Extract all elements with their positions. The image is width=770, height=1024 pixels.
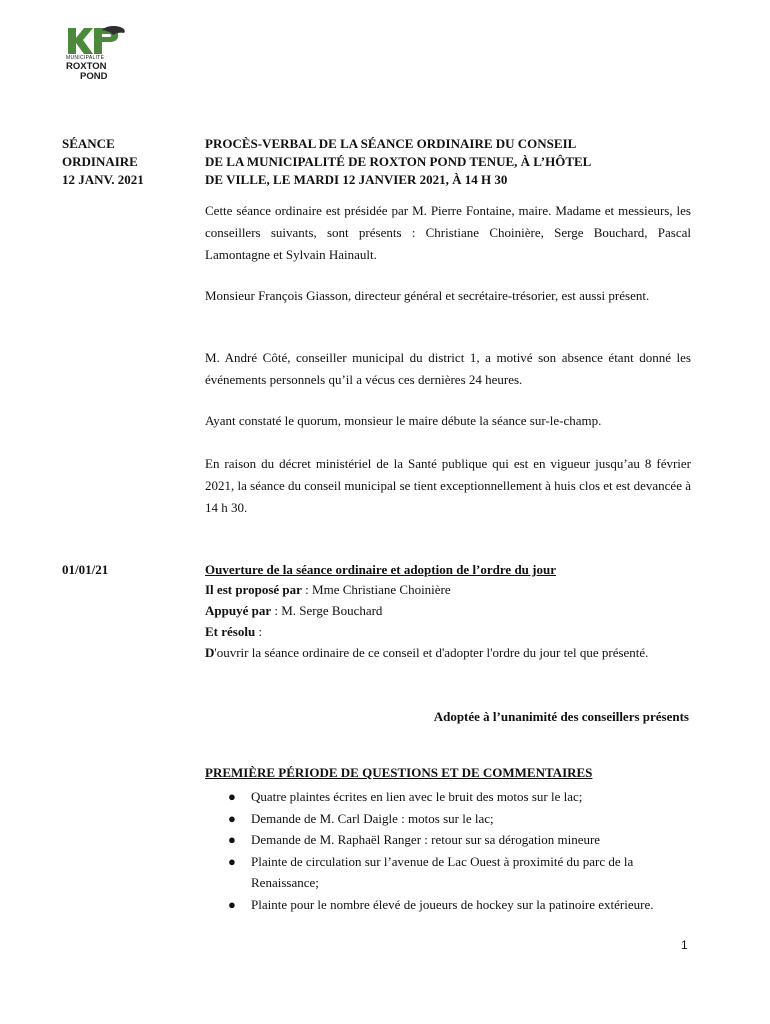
title-line2: DE LA MUNICIPALITÉ DE ROXTON POND TENUE, À L’HÔTEL: [205, 154, 592, 169]
session-type-line2: ORDINAIRE: [62, 154, 138, 169]
bullet-icon: ●: [228, 810, 236, 826]
resolution-body-first-letter: D: [205, 645, 215, 660]
logo-small-text: MUNICIPALITÉ: [66, 55, 105, 61]
list-item: [228, 894, 688, 916]
director-paragraph: Monsieur François Giasson, directeur général et secrétaire-trésorier, est aussi présent.: [205, 288, 650, 303]
questions-list: [228, 786, 688, 915]
rp-logo-icon: [66, 24, 128, 56]
resolution-body: [205, 642, 691, 664]
list-item: [228, 829, 688, 851]
bullet-icon: ●: [228, 896, 236, 912]
decree-paragraph: En raison du décret ministériel de la Santé publique qui est en vigueur jusqu’au 8 février 2021, la séance du conseil municipal se tient exceptionnellement à huis clos et est devancée à 14 h 30.: [205, 456, 691, 515]
quorum-paragraph: Ayant constaté le quorum, monsieur le maire débute la séance sur-le-champ.: [205, 413, 602, 428]
list-item: [228, 851, 688, 894]
adoption-statement: Adoptée à l’unanimité des conseillers présents: [433, 709, 689, 724]
questions-section-title: PREMIÈRE PÉRIODE DE QUESTIONS ET DE COMMENTAIRES: [205, 765, 593, 780]
resolved-label: Et résolu: [205, 624, 256, 639]
resolution-body-text: 'ouvrir la séance ordinaire de ce conseil et d'adopter l'ordre du jour tel que présenté.: [214, 645, 649, 660]
list-item: [228, 808, 688, 830]
seconded-by-label: Appuyé par: [205, 603, 272, 618]
list-item-text: Demande de M. Carl Daigle : motos sur le lac;: [251, 810, 494, 826]
resolved-line: [205, 624, 262, 640]
seconded-by-value: : M. Serge Bouchard: [271, 603, 383, 618]
list-item-text: Plainte de circulation sur l’avenue de Lac Ouest à proximité du parc de la Renaissance;: [251, 853, 634, 890]
session-date: 12 JANV. 2021: [62, 172, 144, 187]
list-item-text: Plainte pour le nombre élevé de joueurs de hockey sur la patinoire extérieure.: [251, 896, 654, 912]
title-line3: DE VILLE, LE MARDI 12 JANVIER 2021, À 14 H 30: [205, 172, 508, 187]
seconded-by-line: [205, 603, 382, 619]
bullet-icon: ●: [228, 789, 236, 804]
bullet-icon: ●: [228, 853, 236, 869]
list-item-text: Quatre plaintes écrites en lien avec le bruit des motos sur le lac;: [251, 789, 583, 804]
logo-name-line1: ROXTON: [66, 61, 107, 72]
proposed-by-line: [205, 582, 451, 598]
title-line1: PROCÈS-VERBAL DE LA SÉANCE ORDINAIRE DU CONSEIL: [205, 136, 577, 151]
session-type-line1: SÉANCE: [62, 136, 115, 151]
logo-name-line2: POND: [80, 70, 108, 82]
resolution-number: 01/01/21: [62, 562, 109, 577]
list-item-text: Demande de M. Raphaël Ranger : retour sur sa dérogation mineure: [251, 832, 601, 847]
bullet-icon: ●: [228, 832, 236, 847]
session-side-heading: [62, 135, 144, 189]
resolution-title: Ouverture de la séance ordinaire et adoption de l’ordre du jour: [205, 562, 556, 577]
list-item: [228, 786, 688, 808]
page-number: 1: [681, 938, 688, 952]
proposed-by-label: Il est proposé par: [205, 582, 302, 597]
absence-paragraph: M. André Côté, conseiller municipal du district 1, a motivé son absence étant donné les événements personnels qu’il a vécus ces dernières 24 heures.: [205, 350, 691, 387]
proposed-by-value: : Mme Christiane Choinière: [301, 582, 451, 597]
attendance-paragraph: Cette séance ordinaire est présidée par M. Pierre Fontaine, maire. Madame et messieurs, les conseillers suivants, sont présents : Christiane Choinière, Serge Bouchard, Pascal Lamontagne et Sylvain Hainault.: [205, 203, 691, 262]
minutes-title: [205, 135, 705, 189]
municipality-logo: [62, 24, 134, 84]
resolved-value: :: [255, 624, 263, 639]
